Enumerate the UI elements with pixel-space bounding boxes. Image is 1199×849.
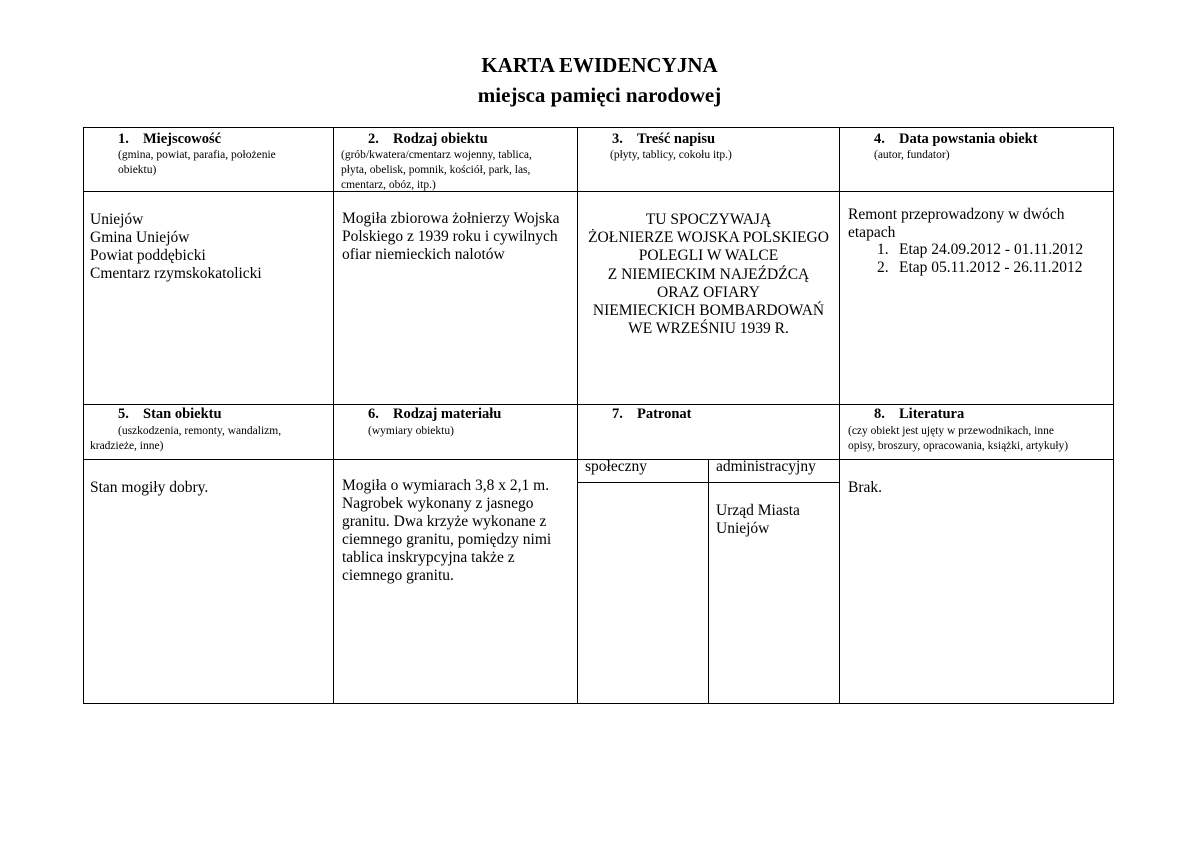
- hint-line: kradzieże, inne): [90, 440, 164, 452]
- inscription-line: TU SPOCZYWAJĄ: [645, 211, 772, 228]
- header-rodzaj-obiektu: [368, 131, 488, 147]
- header-number: 5.: [118, 406, 129, 422]
- hint-line: (gmina, powiat, parafia, położenie: [118, 149, 276, 161]
- stage-item: [877, 241, 1083, 259]
- table-border-top: [83, 127, 1114, 128]
- hint-tresc-napisu: [610, 148, 732, 163]
- value-stan-obiektu: Stan mogiły dobry.: [90, 479, 209, 496]
- value-line: Uniejów: [90, 211, 144, 228]
- hint-line: cmentarz, obóz, itp.): [341, 179, 436, 191]
- table-border-bottom: [83, 703, 1114, 704]
- hint-line: płyta, obelisk, pomnik, kościół, park, las,: [341, 164, 531, 176]
- header-number: 6.: [368, 406, 379, 422]
- header-label: Treść napisu: [637, 131, 716, 147]
- header-data-powstania: [874, 131, 1038, 147]
- value-line: etapach: [848, 223, 896, 241]
- inscription-line: ORAZ OFIARY: [657, 283, 760, 301]
- page-subtitle: miejsca pamięci narodowej: [477, 83, 722, 107]
- header-rodzaj-materialu: [368, 406, 501, 422]
- value-literatura: Brak.: [848, 479, 883, 496]
- patronat-administracyjny-label: administracyjny: [716, 458, 816, 475]
- inscription-line: WE WRZEŚNIU 1939 R.: [628, 320, 789, 338]
- header-label: Literatura: [899, 406, 965, 422]
- table-column-divider-1: [333, 127, 334, 704]
- value-line: Cmentarz rzymskokatolicki: [90, 265, 262, 282]
- stage-text: Etap 24.09.2012 - 01.11.2012: [899, 241, 1084, 258]
- value-line: granitu. Dwa krzyże wykonane z: [342, 513, 547, 530]
- value-rodzaj-obiektu: [342, 210, 560, 264]
- value-line: Nagrobek wykonany z jasnego: [342, 495, 534, 512]
- value-line: Polskiego z 1939 roku i cywilnych: [342, 228, 558, 245]
- header-label: Patronat: [637, 406, 692, 422]
- hint-line: (autor, fundator): [874, 149, 950, 161]
- header-number: 4.: [874, 131, 885, 147]
- header-number: 8.: [874, 406, 885, 422]
- header-miejscowosc: [118, 131, 221, 147]
- table-border-left: [83, 127, 84, 704]
- hint-data-powstania: [874, 148, 950, 163]
- hint-miejscowosc: [118, 148, 276, 178]
- value-tresc-napisu: [578, 211, 839, 338]
- value-rodzaj-materialu: [342, 477, 551, 585]
- stage-number: 2.: [877, 259, 889, 276]
- header-number: 1.: [118, 131, 129, 147]
- hint-line: (uszkodzenia, remonty, wandalizm,: [118, 425, 282, 437]
- header-number: 7.: [612, 406, 623, 422]
- hint-literatura: [848, 424, 1068, 454]
- patronat-column-divider: [708, 459, 709, 703]
- stage-text: Etap 05.11.2012 - 26.11.2012: [899, 259, 1083, 276]
- value-line: ciemnego granitu, pomiędzy nimi: [342, 531, 552, 548]
- header-tresc-napisu: [612, 131, 715, 147]
- hint-line: obiektu): [118, 164, 157, 176]
- stage-item: [877, 259, 1083, 277]
- hint-line: (wymiary obiektu): [368, 425, 454, 437]
- value-line: Remont przeprowadzony w dwóch: [848, 206, 1065, 223]
- header-label: Miejscowość: [143, 131, 222, 147]
- hint-line: (czy obiekt jest ujęty w przewodnikach, inne: [848, 425, 1054, 437]
- value-miejscowosc: [90, 211, 262, 283]
- header-label: Stan obiektu: [143, 406, 222, 422]
- hint-line: (płyty, tablicy, cokołu itp.): [610, 149, 732, 161]
- table-border-right: [1113, 127, 1114, 704]
- value-line: Powiat poddębicki: [90, 247, 206, 264]
- patronat-administracyjny-value: [716, 502, 800, 538]
- page-title: KARTA EWIDENCYJNA: [481, 53, 718, 77]
- header-stan-obiektu: [118, 406, 222, 422]
- header-number: 2.: [368, 131, 379, 147]
- value-line: ciemnego granitu.: [342, 567, 454, 584]
- header-literatura: [874, 406, 964, 422]
- hint-line: (grób/kwatera/cmentarz wojenny, tablica,: [341, 149, 532, 161]
- value-line: Mogiła zbiorowa żołnierzy Wojska: [342, 210, 560, 227]
- inscription-line: ŻOŁNIERZE WOJSKA POLSKIEGO: [588, 229, 829, 247]
- table-divider-header-1: [83, 191, 1114, 192]
- hint-rodzaj-obiektu: [341, 148, 532, 193]
- value-line: Gmina Uniejów: [90, 229, 190, 246]
- table-column-divider-3: [839, 127, 840, 704]
- patronat-spoleczny-label: społeczny: [585, 458, 647, 475]
- value-line: Uniejów: [716, 520, 770, 537]
- inscription-line: POLEGLI W WALCE: [638, 247, 779, 265]
- inscription-line: NIEMIECKICH BOMBARDOWAŃ: [592, 302, 825, 320]
- value-line: Urząd Miasta: [716, 502, 800, 519]
- header-label: Rodzaj obiektu: [393, 131, 488, 147]
- header-label: Data powstania obiekt: [899, 131, 1038, 147]
- value-line: tablica inskrypcyjna także z: [342, 549, 515, 566]
- value-line: Mogiła o wymiarach 3,8 x 2,1 m.: [342, 477, 550, 494]
- table-divider-row-1: [83, 404, 1114, 405]
- header-number: 3.: [612, 131, 623, 147]
- header-label: Rodzaj materiału: [393, 406, 502, 422]
- hint-line: opisy, broszury, opracowania, książki, artykuły): [848, 440, 1069, 452]
- value-data-powstania-intro: [848, 206, 1065, 241]
- header-patronat: [612, 406, 692, 422]
- value-line: ofiar niemieckich nalotów: [342, 246, 505, 263]
- stage-number: 1.: [877, 241, 889, 258]
- inscription-line: Z NIEMIECKIM NAJEŹDŹCĄ: [607, 265, 810, 283]
